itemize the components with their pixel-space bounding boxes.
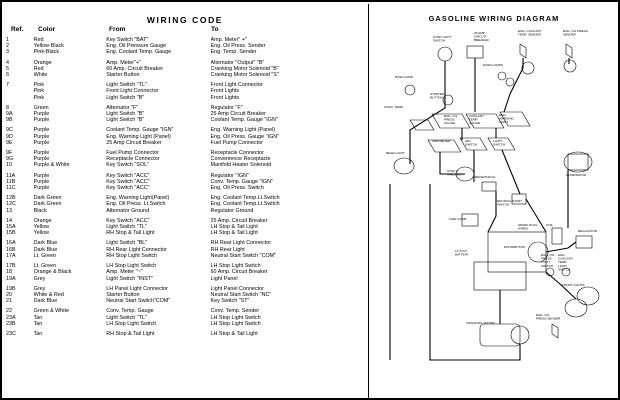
diagram-label-amp-meter: AMP METER [432,139,451,143]
cell-to: Front Light Connector [210,82,263,89]
cell-color: White [33,72,48,79]
cell-to: Amp. Meter" +" [210,37,247,43]
cell-to: Receptacle Connector [210,150,264,157]
cell-ref: 23A [6,314,16,321]
cell-color: Pink [33,88,45,95]
cell-from: LH Panel Light Connector [106,285,168,292]
cell-from: Light Switch "B" [106,94,145,101]
dash-lamp-icon-3 [405,85,415,95]
cell-ref: 9C [6,127,13,134]
cell-color: Dark Blue [33,298,58,305]
cell-ref: 8 [6,104,9,111]
cell-ref: 9G [6,156,14,163]
cell-color: Dark Green [33,195,62,202]
cell-from: Key Switch "ACC" [106,217,150,224]
cell-color: Purple & White [33,162,70,169]
cell-color: Tan [33,314,43,321]
header-ref: Ref. [11,26,24,33]
cell-ref: 2 [6,43,9,50]
cell-from: Light Switch "INST" [106,275,153,282]
cell-color: Grey [33,285,46,292]
cell-to: Convenience Receptacle [210,156,271,163]
diagram-label-eng-oil-press: ENG. OIL PRESS. SENDER [563,29,589,37]
cell-ref: 15A [6,224,16,231]
diagram-label-regulator: REGULATOR [578,229,597,233]
cell-to: 25 Amp Circuit Breaker [210,111,266,118]
cell-to: Cranking Motor Solenoid "B" [210,65,279,72]
coolant-temp-sender-icon [520,44,526,58]
diagram-label-coil: COIL [546,223,554,227]
cell-to: 25 Amp. Circuit Breaker [210,217,268,224]
cell-ref: 4 [6,59,9,66]
cell-ref: 12B [6,195,16,202]
cell-ref: 6 [6,72,9,79]
cell-from: Light Switch "TL" [106,314,147,321]
dash-lamp-icon-2 [506,78,514,86]
wiring-diagram-graphic [370,24,618,392]
cell-color: Green [33,104,49,111]
cell-color: White & Red [33,291,64,298]
cell-ref: 15B [6,230,16,237]
cell-to: Eng. Coolant Temp.Lt.Switch [210,195,280,202]
diagram-label-dash-lamps: DASH LAMPS [483,63,503,67]
cell-ref: 11B [6,178,16,185]
diagram-label-stop-tail-light: STOP & TAIL LIGHT [447,169,464,177]
regulator-icon [576,236,592,248]
cell-color: Lt. Green [33,263,57,270]
cell-to: Cranking Motor Solenoid "S" [210,72,279,79]
cell-from: Alternator "F" [106,104,139,111]
cell-from: Key Switch "BAT" [106,37,149,43]
cell-color: Orange & Black [33,269,72,276]
cell-color: Purple [33,139,50,146]
cell-to: Fuel Pump Connector [210,139,263,146]
diagram-label-front-lights: FRONT LIGHTS [562,283,585,287]
cell-from: RH Stop Light Switch [106,252,158,259]
cell-ref: 17A [6,252,16,259]
cell-ref: 20 [6,291,12,298]
battery-icon [474,262,526,290]
cell-color: Dark Green [33,201,62,208]
cell-ref: 14 [6,217,12,224]
cell-color: Orange [33,217,52,224]
cell-to: LH Stop & Tail Light [210,230,258,237]
cell-from: Key Switch "ACC" [106,172,150,179]
diagram-label-stop-light-switch: STOP LIGHT SWITCH [433,35,452,43]
cell-from: LH Stop Light Switch [106,263,157,270]
cell-ref: 13 [6,207,12,214]
cell-ref: 11C [6,185,16,192]
cell-from: Eng. Oil Pressure Gauge [106,43,167,50]
diagram-label-light-switch: LIGHT SWITCH [493,139,506,147]
cell-from: Light Switch "B" [106,111,145,118]
cell-ref: 5 [6,65,9,72]
cell-to: Eng. Temp. Sender [210,49,257,56]
cell-from: Key Switch "ACC" [106,178,150,185]
oil-press-gauge-icon [564,60,576,72]
alternator-body [568,154,588,170]
cell-to: Eng. Oil Press. Sender [210,43,266,50]
cell-color: Purple [33,150,50,157]
cell-ref: 9A [6,111,13,118]
cell-to: Neutral Start Switch "NC" [210,291,272,298]
diagram-label-distributor: DISTRIBUTOR [504,245,525,249]
cell-color: Tan [33,320,43,327]
oil-press-sender-icon [566,44,572,58]
cell-to: Front Lights [210,88,240,95]
cell-from: Conv. Temp. Gauge [106,308,154,315]
cell-to: Conv. Temp. Sender [210,308,260,315]
cell-to: Neutral Start Switch "COM" [210,252,277,259]
cell-color: Lt. Green [33,252,57,259]
header-from: From [109,26,126,33]
diagram-label-dash-lamp-2: DASH LAMP [395,75,413,79]
cell-color: Purple [33,185,50,192]
cell-color: Pink-Black [33,49,60,56]
cell-color: Yellow-Black [33,43,64,50]
cell-to: Manifold Heater Solenoid [210,162,272,169]
cell-color: Dark Blue [33,240,58,247]
cell-color: Yellow [33,224,49,231]
cell-ref: 9D [6,133,13,140]
cell-ref: 10 [6,162,12,169]
cell-ref: 19A [6,275,16,282]
cell-from: Amp. Meter"+" [106,59,142,66]
diagram-label-eng-coolant-temp-light-switch: ENG. COOLANT TEMP. LIGHT SWITCH [558,253,573,272]
diagram-label-key-switch: KEY SWITCH [465,139,478,147]
cell-ref: 18 [6,269,12,276]
cell-ref: 3 [6,49,9,56]
header-to: To [211,26,219,33]
cell-from: Alternator Ground [106,207,150,214]
cell-color: Yellow [33,230,49,237]
wiring-code-title: WIRING CODE [146,15,224,25]
diagram-label-eng-warning-light: ENG. WARNING LIGHT [499,113,514,125]
cell-color: Grey [33,275,46,282]
cell-from: 25 Amp Circuit Breaker [106,139,162,146]
wiring-code-panel [6,6,364,396]
cell-ref: 12C [6,201,16,208]
coil-icon [552,228,562,244]
cell-to: Eng. Oil Press. Switch [210,185,264,192]
cell-color: Purple [33,156,50,163]
cell-color: Tan [33,330,43,337]
cell-from: Eng. Warning Light(Panel) [106,195,170,202]
wiring-code-header [6,26,364,37]
diagram-label-fuel-pump: FUEL PUMP [449,217,467,221]
cell-ref: 16A [6,240,16,247]
cell-from: RH Stop & Tail Light [106,330,155,337]
cell-from: Starter Button [106,72,140,79]
coolant-gauge-icon [522,62,534,74]
cell-to: Regulator "F" [210,104,243,111]
cell-color: Purple [33,127,50,134]
cell-to: Key Switch "ST" [210,298,250,305]
cell-ref: 23B [6,320,16,327]
diagram-label-conv-temp: CONV. TEMP. [384,105,404,109]
cell-ref: 11A [6,172,16,179]
cell-color: Red [33,37,44,43]
cell-color: Purple [33,133,50,140]
cell-to: Regulator "IGN" [210,172,249,179]
oil-press-sender-icon-2 [552,324,558,338]
diagram-label-circuit-breaker: 25 AMP CIRCUIT BREAKER [474,31,489,43]
cell-ref: 23C [6,330,16,337]
cell-from: Eng. Coolant Temp. Gauge [106,49,172,56]
diagram-label-starter-button: STARTER BUTTON [430,92,445,100]
cell-to: Alternator "Output" "B" [210,59,265,66]
cell-color: Orange [33,59,52,66]
cell-from: Key Switch "SOL" [106,162,149,169]
cell-from: Eng. Oil Press. Lt.Switch [106,201,166,208]
front-light-icon-1 [577,287,599,305]
cell-to: Light Panel Connector [210,285,264,292]
stop-light-switch-icon [438,47,452,61]
cell-to: LH Stop & Tail Light [210,330,258,337]
cell-to: LH Stop Light Switch [210,263,261,270]
diagram-title: GASOLINE WIRING DIAGRAM [428,14,560,23]
cell-from: LH Stop Light Switch [106,320,157,327]
cell-ref: 17B [6,263,16,270]
cell-color: Purple [33,178,50,185]
cell-to: LH Stop & Tail Light [210,224,258,231]
diagram-label-eng-oil-press-light-switch: ENG. OIL PRESS. LIGHT SWITCH [541,253,555,268]
diagram-label-neutral-start-switch: NEUTRAL START SWITCH [497,199,523,207]
diagram-label-alternator: ALTERNATOR [566,173,587,177]
cell-color: Black [33,207,47,214]
cell-to: Eng. Coolant Temp.Lt.Switch [210,201,280,208]
cell-color: Pink [33,82,45,89]
cell-to: Eng. Warning Light (Panel) [210,127,276,134]
cell-from: Light Switch "TL" [106,224,147,231]
cell-to: 60 Amp. Circuit Breaker [210,269,268,276]
diagram-label-rear-light: REAR LIGHT [386,151,405,155]
cell-from: Starter Button [106,291,140,298]
cell-ref: 9B [6,117,13,124]
cell-color: Purple [33,172,50,179]
cell-to: Front Lights [210,94,240,101]
cell-from: Coolant Temp. Gauge "IGN" [106,127,174,134]
diagram-label-eng-coolant-temp: ENG. COOLANT TEMP. SENDER [518,29,542,37]
diagram-label-spark-plug-wires: SPARK PLUG WIRES [518,223,538,231]
diagram-label-battery: 12 VOLT BATTERY [455,249,469,257]
cell-from: Fuel Pump Connector [106,150,159,157]
cell-to: RH Rear Light [210,246,245,253]
diagram-label-cranking-motor: CRANKING MOTOR [466,321,495,325]
diagram-label-receptacle: RECEPTACLE [475,175,496,179]
conv-temp-gauge-cluster [410,120,434,130]
cell-from: RH Rear Light Connector [106,246,167,253]
cell-color: Purple [33,117,50,124]
cell-from: Eng. Warning Light (Panel) [106,133,171,140]
cell-color: Purple [33,111,50,118]
cell-from: Light Switch "TL" [106,82,147,89]
cell-to: Light Panel [210,275,238,282]
cell-from: Amp. Meter "~" [106,269,143,276]
cell-from: Light Switch "B" [106,117,145,124]
receptacle-icon [482,182,496,191]
wiring-code-table [6,37,364,337]
panel-divider [368,4,369,398]
cell-from: RH Stop & Tail Light [106,230,155,237]
engine-block [488,232,546,272]
cell-ref: 1 [6,37,9,43]
cell-ref: 19B [6,285,16,292]
cell-from: Receptacle Connector [106,156,160,163]
dash-lamp-icon-1 [498,72,506,80]
cell-color: Dark Blue [33,246,58,253]
cell-color: Red [33,65,44,72]
diagram-label-eng-oil-press-gauge: ENG. OIL PRESS. GAUGE [444,114,458,126]
table-row [6,331,364,337]
diagram-label-eng-oil-press-sender-2: ENG. OIL PRESS.SENDER [536,313,561,321]
header-color: Color [38,26,56,33]
cell-ref: 9E [6,139,13,146]
cell-color: Green & White [33,308,69,315]
cell-from: Key Switch "ACC" [106,185,150,192]
cell-ref: 21 [6,298,12,305]
gasoline-wiring-diagram-panel [370,6,618,396]
cell-from: 60 Amp. Circuit Breaker [106,65,164,72]
rear-light-icon [394,158,414,174]
cell-from: Front Light Connector [106,88,159,95]
cell-from: Light Switch "BL" [106,240,148,247]
cell-ref: 16B [6,246,16,253]
cell-color: Pink [33,94,45,101]
cell-to: RH Rear Light Connector [210,240,272,247]
cell-to: Regulator Ground [210,207,254,214]
cell-to: Coolant Temp. Gauge "IGN" [210,117,278,124]
cell-ref: 9F [6,150,13,157]
diagram-label-coolant-temp-gauge: COOLANT TEMP. GAUGE [469,114,484,126]
circuit-breaker-icon [467,46,483,58]
cell-ref: 22 [6,308,12,315]
cell-from: Neutral Start Switch"COM" [106,298,171,305]
cranking-motor-icon [480,324,520,346]
cell-to: LH Stop Light Switch [210,320,261,327]
cell-to: LH Stop Light Switch [210,314,261,321]
front-light-icon-2 [565,299,587,317]
cell-to: Conv. Temp. Gauge "IGN" [210,178,273,185]
cell-to: Eng. Oil Press. Gauge "IGN" [210,133,280,140]
cell-ref: 7 [6,82,9,89]
